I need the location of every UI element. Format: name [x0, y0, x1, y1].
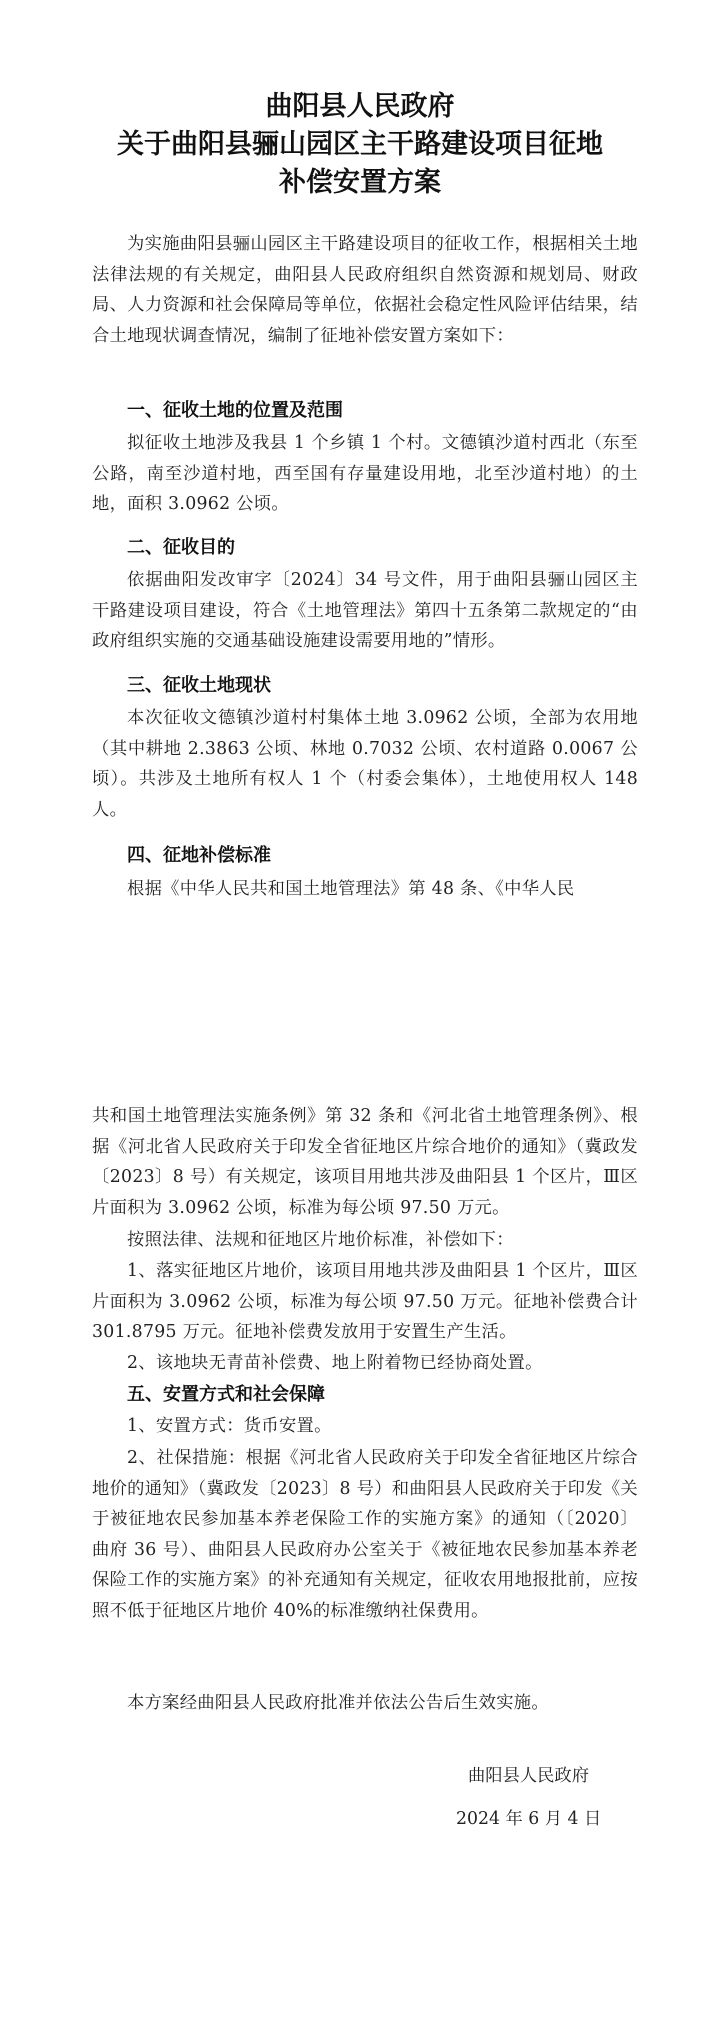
section-2-text: 依据曲阳发改审字〔2024〕34 号文件，用于曲阳县骊山园区主干路建设项目建设，符合《土地管理法》第四十五条第二款规定的“由政府组织实施的交通基础设施建设需要用地的”情形。 — [92, 570, 638, 652]
section-4-item-1: 1、落实征地区片地价，该项目用地共涉及曲阳县 1 个区片，Ⅲ区片面积为 3.0962 公顷，标准为每公顷 97.50 万元。征地补偿费合计 301.8795 万元。征地补偿费发放用于安置生产生活。 — [92, 1261, 638, 1343]
section-1-text: 拟征收土地涉及我县 1 个乡镇 1 个村。文德镇沙道村西北（东至公路，南至沙道村地，西至国有存量建设用地，北至沙道村地）的土地，面积 3.0962 公顷。 — [92, 433, 638, 515]
closing-paragraph: 本方案经曲阳县人民政府批准并依法公告后生效实施。 — [127, 1693, 549, 1713]
signature-org: 曲阳县人民政府 — [468, 1766, 589, 1786]
section-4-text-part-1: 根据《中华人民共和国土地管理法》第 48 条、《中华人民 — [127, 879, 575, 899]
section-4-item-2: 2、该地块无青苗补偿费、地上附着物已经协商处置。 — [127, 1353, 543, 1373]
signature-date: 2024 年 6 月 4 日 — [456, 1809, 602, 1829]
section-4-text-2: 按照法律、法规和征地区片地价标准，补偿如下： — [127, 1230, 514, 1250]
section-3-text: 本次征收文德镇沙道村村集体土地 3.0962 公顷，全部为农用地（其中耕地 2.3863 公顷、林地 0.7032 公顷、农村道路 0.0067 公顷）。共涉及土地所有权人 1 个（村委会集体），土地使用权人 148 人。 — [92, 708, 638, 820]
section-1-heading: 一、征收土地的位置及范围 — [127, 400, 343, 421]
section-4-text-part-2: 共和国土地管理法实施条例》第 32 条和《河北省土地管理条例》、根据《河北省人民政府关于印发全省征地区片综合地价的通知》（冀政发〔2023〕8 号）有关规定，该项目用地共涉及曲阳县 1 个区片，Ⅲ区片面积为 3.0962 公顷，标准为每公顷 97.50 万元。 — [92, 1106, 638, 1218]
section-3-heading: 三、征收土地现状 — [127, 675, 271, 696]
section-5-item-2: 2、社保措施：根据《河北省人民政府关于印发全省征地区片综合地价的通知》（冀政发〔2023〕8 号）和曲阳县人民政府关于印发《关于被征地农民参加基本养老保险工作的实施方案》的通知（〔2020〕曲府 36 号）、曲阳县人民政府办公室关于《被征地农民参加基本养老保险工作的实施方案》的补充通知有关规定，征收农用地报批前，应按照不低于征地区片地价 40%的标准缴纳社保费用。 — [92, 1448, 638, 1621]
section-4-heading: 四、征地补偿标准 — [127, 845, 271, 866]
title-line-2: 关于曲阳县骊山园区主干路建设项目征地 — [117, 129, 603, 160]
title-line-3: 补偿安置方案 — [279, 167, 441, 198]
section-2-heading: 二、征收目的 — [127, 537, 235, 558]
title-line-1: 曲阳县人民政府 — [265, 91, 455, 122]
intro-paragraph: 为实施曲阳县骊山园区主干路建设项目的征收工作，根据相关土地法律法规的有关规定，曲阳县人民政府组织自然资源和规划局、财政局、人力资源和社会保障局等单位，依据社会稳定性风险评估结果，结合土地现状调查情况，编制了征地补偿安置方案如下： — [92, 234, 638, 346]
section-5-item-1: 1、安置方式：货币安置。 — [127, 1416, 332, 1436]
section-5-heading: 五、安置方式和社会保障 — [127, 1384, 325, 1405]
